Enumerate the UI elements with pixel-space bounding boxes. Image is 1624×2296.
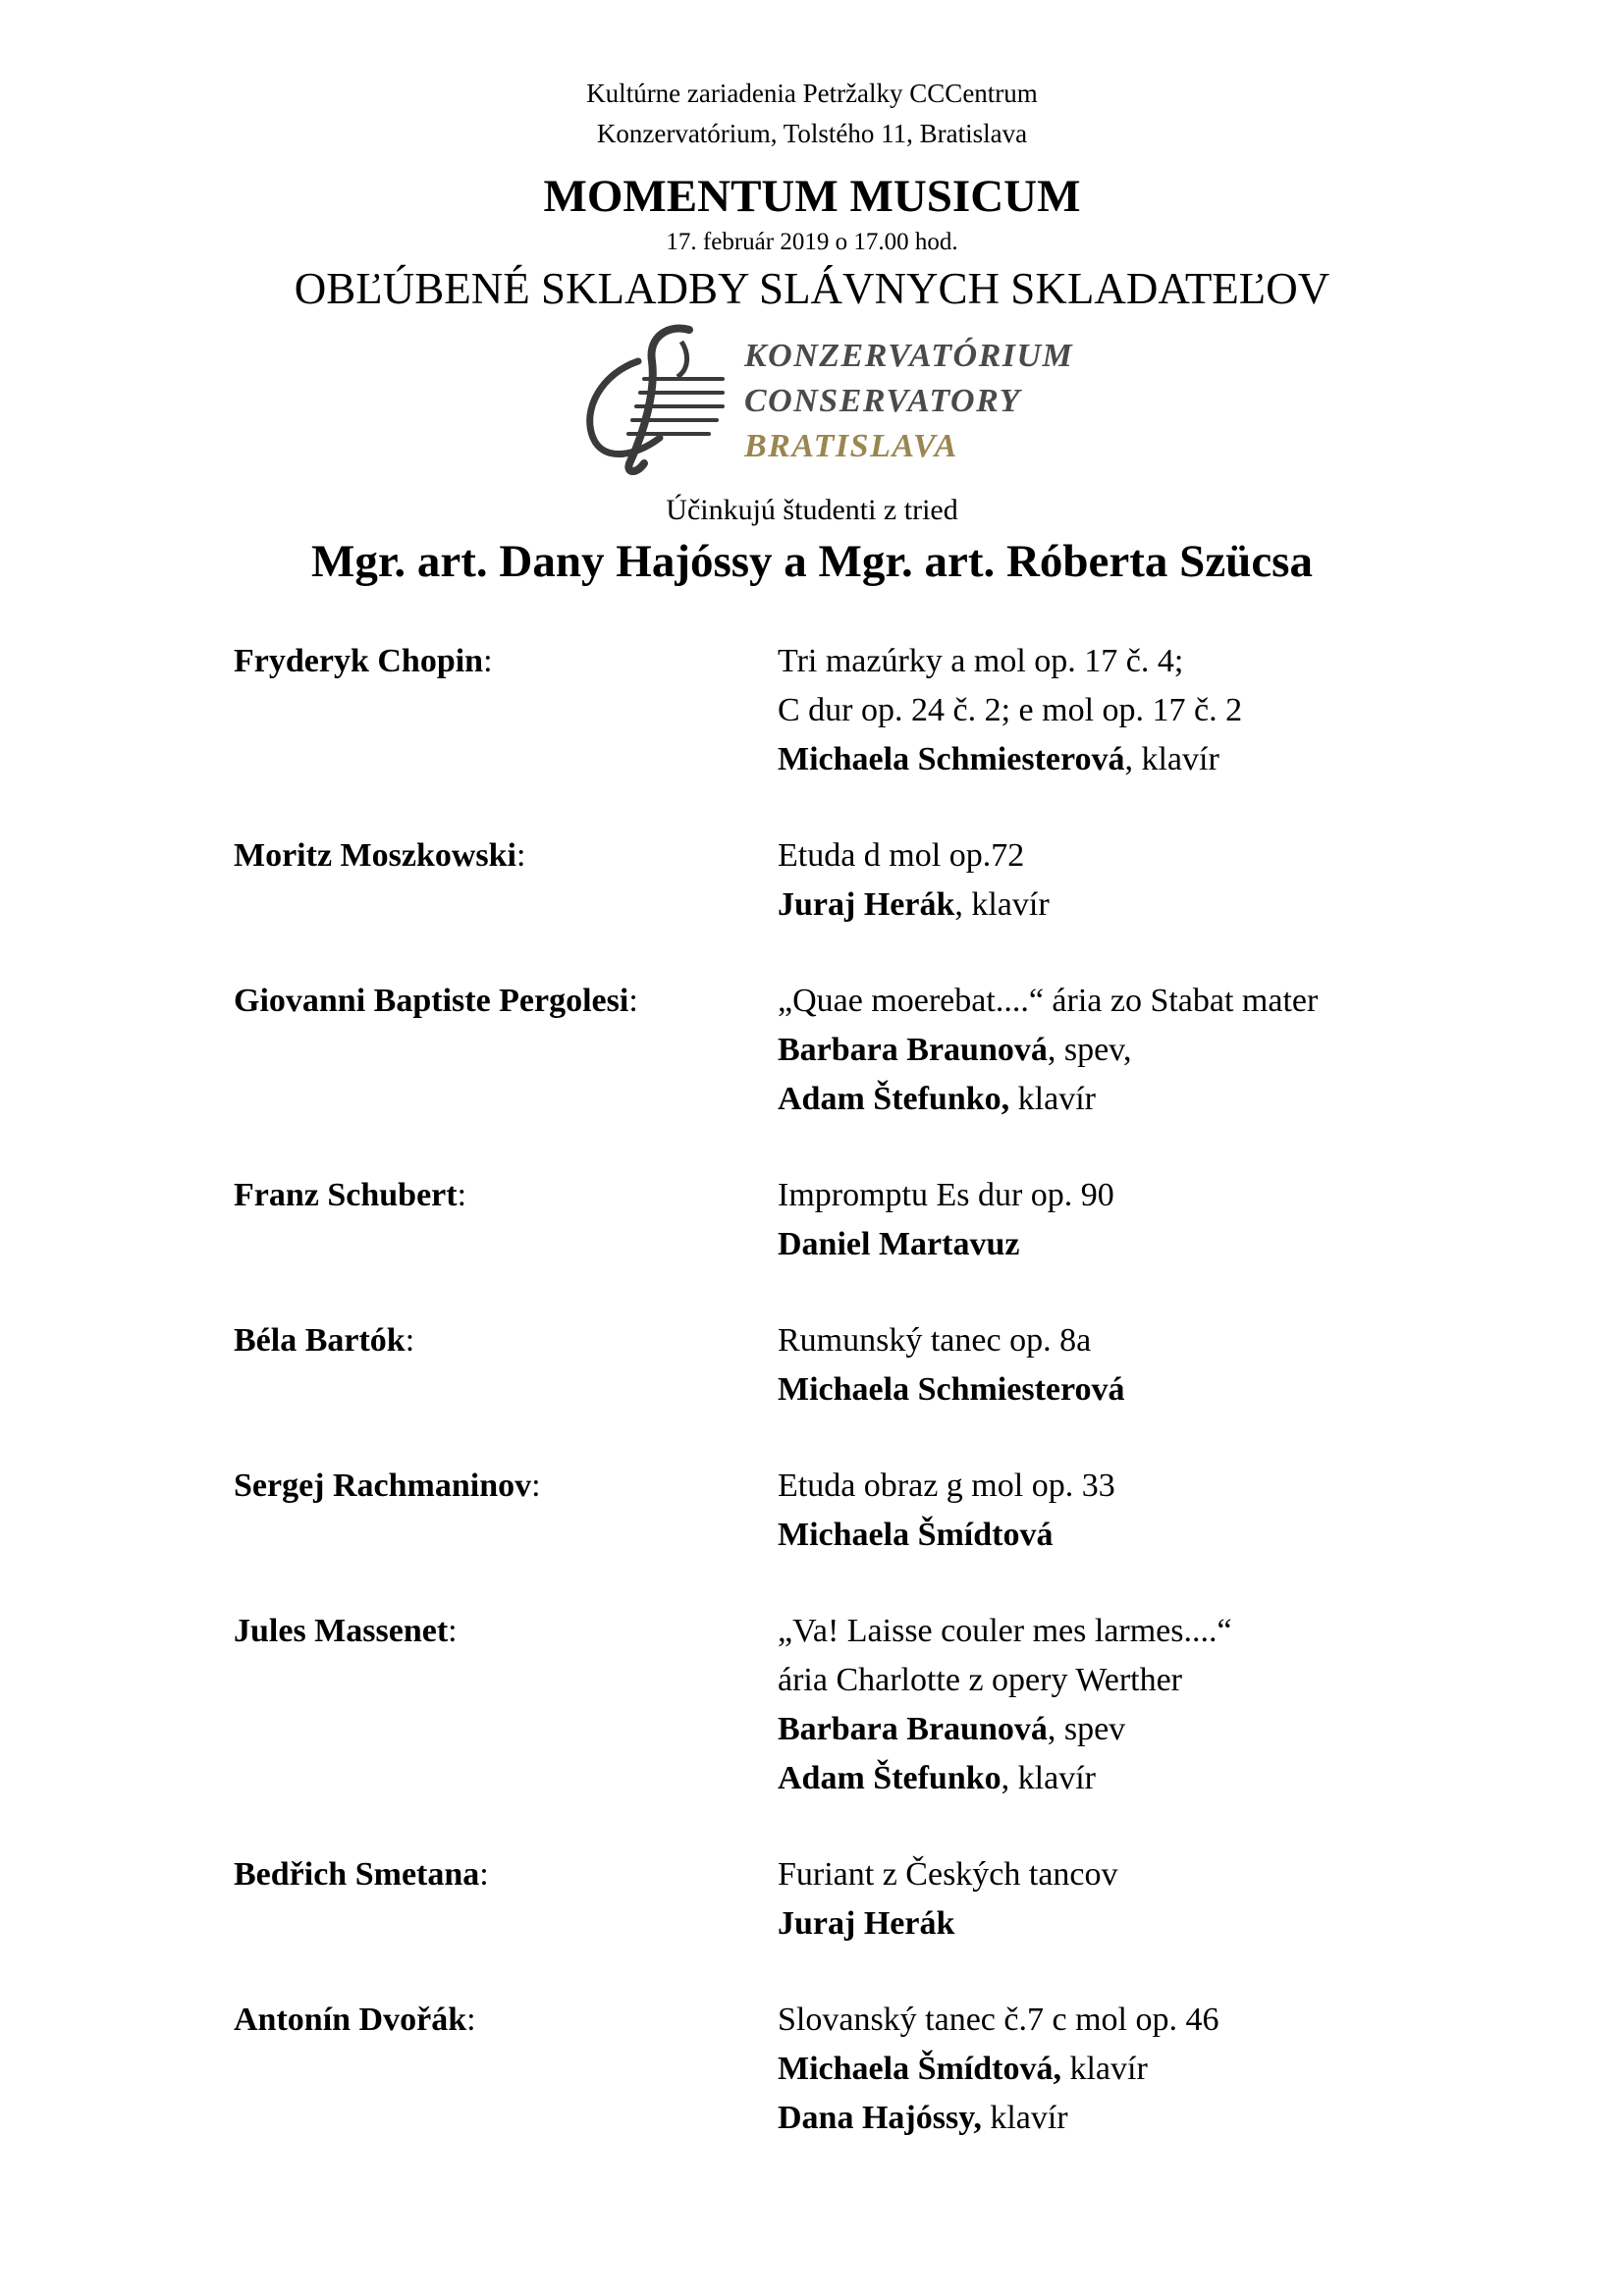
program-item (234, 1462, 1461, 1560)
piece-line: Etuda d mol op.72 (778, 837, 1025, 874)
program-item (234, 1171, 1461, 1269)
composer-name: Moritz Moszkowski: (234, 837, 526, 874)
concert-datetime: 17. február 2019 o 17.00 hod. (666, 229, 958, 255)
program-item (234, 1316, 1461, 1415)
program-item (234, 637, 1461, 784)
performer-line: Juraj Herák, klavír (778, 886, 1050, 923)
venue-line-1: Kultúrne zariadenia Petržalky CCCentrum (586, 79, 1038, 108)
logo-text-conservatory: CONSERVATORY (744, 383, 1021, 419)
piece-line: ária Charlotte z opery Werther (778, 1662, 1183, 1698)
performer-line: Dana Hajóssy, klavír (778, 2100, 1068, 2136)
logo-text-konzervatorium: KONZERVATÓRIUM (744, 338, 1074, 374)
program-details (778, 637, 1461, 784)
composer-name: Fryderyk Chopin: (234, 643, 493, 679)
performer-line: Barbara Braunová, spev, (778, 1032, 1132, 1068)
venue-line-2: Konzervatórium, Tolstého 11, Bratislava (596, 119, 1028, 148)
piece-line: „Va! Laisse couler mes larmes....“ (778, 1613, 1232, 1649)
performers-intro: Účinkujú študenti z tried (666, 494, 958, 526)
concert-subtitle: OBĽÚBENÉ SKLADBY SLÁVNYCH SKLADATEĽOV (294, 264, 1330, 313)
piece-line: Furiant z Českých tancov (778, 1856, 1118, 1893)
piece-line: Impromptu Es dur op. 90 (778, 1177, 1114, 1213)
performer-line: Michaela Schmiesterová, klavír (778, 741, 1219, 777)
program-details (778, 1462, 1461, 1560)
program-details (778, 1850, 1461, 1949)
program-details (778, 1171, 1461, 1269)
program-item (234, 1996, 1461, 2143)
performer-line: Michaela Šmídtová (778, 1517, 1054, 1553)
program-list (234, 637, 1461, 2190)
composer-name: Sergej Rachmaninov: (234, 1468, 541, 1504)
program-item (234, 1607, 1461, 1803)
piece-line: Slovanský tanec č.7 c mol op. 46 (778, 2002, 1219, 2038)
piece-line: C dur op. 24 č. 2; e mol op. 17 č. 2 (778, 692, 1243, 728)
performer-line: Adam Štefunko, klavír (778, 1760, 1096, 1796)
program-details (778, 1607, 1461, 1803)
program-details (778, 831, 1461, 930)
performer-line: Michaela Šmídtová, klavír (778, 2051, 1148, 2087)
program-item (234, 831, 1461, 930)
concert-title: MOMENTUM MUSICUM (543, 171, 1081, 222)
teachers-heading: Mgr. art. Dany Hajóssy a Mgr. art. Róberta Szücsa (311, 536, 1313, 587)
composer-name: Franz Schubert: (234, 1177, 467, 1213)
composer-name: Jules Massenet: (234, 1613, 458, 1649)
composer-name: Béla Bartók: (234, 1322, 415, 1359)
performer-line: Juraj Herák (778, 1905, 955, 1942)
conservatory-logo-icon (579, 322, 727, 475)
performer-line: Daniel Martavuz (778, 1226, 1020, 1262)
piece-line: Tri mazúrky a mol op. 17 č. 4; (778, 643, 1184, 679)
performer-line: Barbara Braunová, spev (778, 1711, 1126, 1747)
piece-line: Etuda obraz g mol op. 33 (778, 1468, 1115, 1504)
program-item (234, 1850, 1461, 1949)
composer-name: Giovanni Baptiste Pergolesi: (234, 983, 638, 1019)
logo-text-bratislava: BRATISLAVA (744, 428, 958, 464)
composer-name: Bedřich Smetana: (234, 1856, 489, 1893)
piece-line: „Quae moerebat....“ ária zo Stabat mater (778, 983, 1319, 1019)
program-item (234, 977, 1461, 1124)
program-details (778, 1996, 1461, 2143)
program-details (778, 977, 1461, 1124)
conservatory-logo (579, 322, 1129, 475)
composer-name: Antonín Dvořák: (234, 2002, 476, 2038)
program-details (778, 1316, 1461, 1415)
performer-line: Michaela Schmiesterová (778, 1371, 1125, 1408)
piece-line: Rumunský tanec op. 8a (778, 1322, 1092, 1359)
performer-line: Adam Štefunko, klavír (778, 1081, 1096, 1117)
